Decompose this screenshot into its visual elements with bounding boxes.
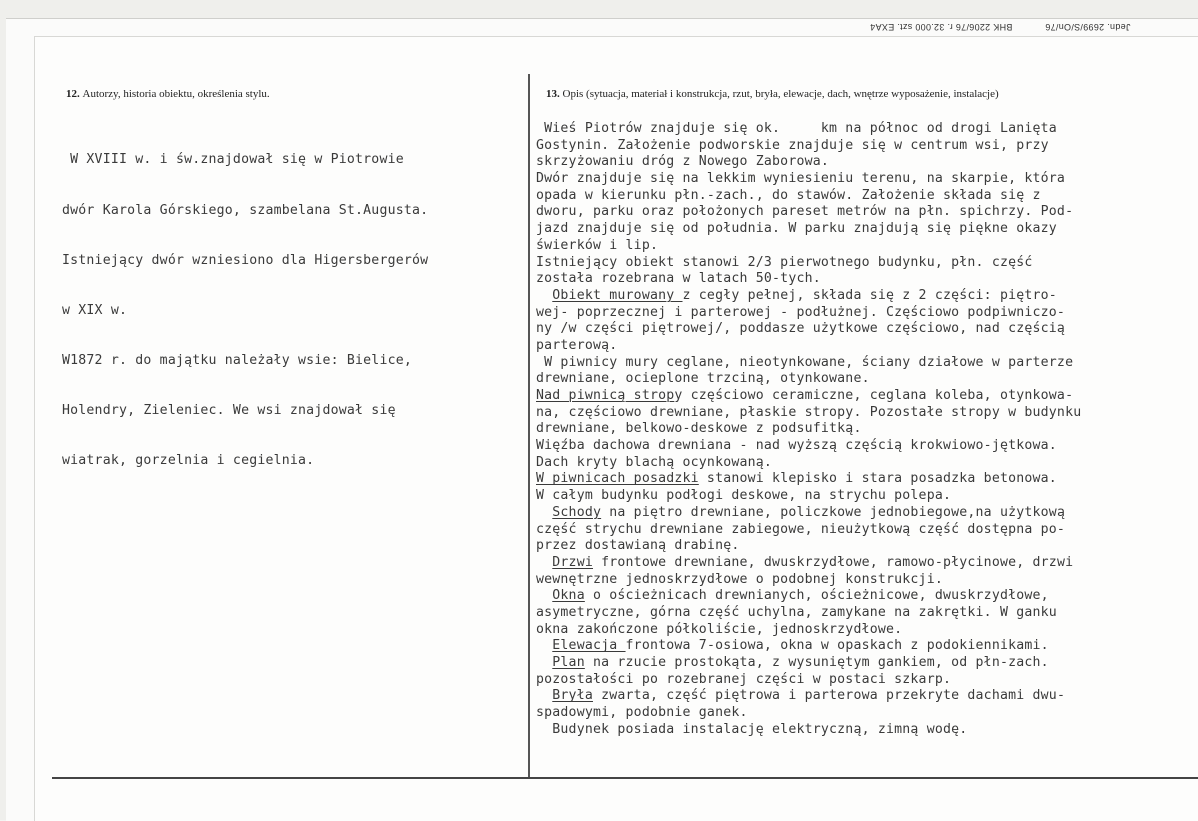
- text-line: spadowymi, podobnie ganek.: [536, 705, 748, 721]
- text-line: W1872 r. do majątku należały wsie: Bielice,: [62, 352, 413, 368]
- text-line: wiatrak, gorzelnia i cegielnia.: [62, 452, 315, 468]
- underlined-keyword: Schody: [552, 504, 602, 520]
- text-line: [536, 505, 1081, 522]
- text-line: część strychu drewniane zabiegowe, nieużytkową część dostępna po-: [536, 521, 1066, 537]
- text-line: została rozebrana w latach 50-tych.: [536, 271, 821, 287]
- text-fragment: o ościeżnicach drewnianych, ościeżnicowe, dwuskrzydłowe,: [584, 588, 1049, 604]
- text-fragment: [536, 288, 552, 303]
- text-line: dwór Karola Górskiego, szambelana St.Augusta.: [62, 202, 429, 218]
- text-line: Holendry, Zieleniec. We wsi znajdował się: [62, 402, 396, 418]
- text-fragment: z cegły pełnej, składa się z 2 części: piętro-: [682, 287, 1057, 303]
- text-line: [536, 588, 1081, 605]
- text-line: wej- poprzecznej i parterowej - podłużnej. Częściowo podpiwniczo-: [536, 304, 1066, 320]
- text-line: drewniane, belkowo-deskowe z podsufitką.: [536, 421, 862, 437]
- text-line: pozostałości po rozebranej części w postaci szkarp.: [536, 671, 952, 687]
- text-fragment: y częściowo ceramiczne, ceglana koleba, otynkowa-: [674, 388, 1074, 403]
- text-line: Istniejący dwór wzniesiono dla Higersbergerów: [62, 252, 429, 268]
- text-line: [536, 388, 1081, 405]
- text-line: Więźba dachowa drewniana - nad wyższą częścią krokwiowo-jętkowa.: [536, 438, 1057, 454]
- text-fragment: na piętro drewniane, policzkowe jednobiegowe,na użytkową: [601, 504, 1066, 520]
- column-divider: [528, 74, 530, 777]
- text-fragment: zwarta, część piętrowa i parterowa przekryte dachami dwu-: [592, 688, 1066, 704]
- text-line: parterową.: [536, 337, 618, 353]
- text-fragment: [536, 638, 552, 653]
- section-12-heading: [66, 88, 270, 100]
- form-id: Jedn. 2699/S/On/76: [1045, 22, 1131, 32]
- text-fragment: frontowa 7-osiowa, okna w opaskach z podokiennikami.: [625, 638, 1049, 654]
- text-line: Istniejący obiekt stanowi 2/3 pierwotnego budynku, płn. część: [536, 254, 1033, 270]
- text-line: drewniane, ocieplone trzciną, otynkowane.: [536, 371, 870, 387]
- underlined-keyword: Nad piwnicą strop: [536, 388, 675, 403]
- section-12-number: 12.: [66, 88, 80, 100]
- text-line: Gostynin. Założenie podworskie znajduje się w centrum wsi, przy: [536, 137, 1049, 153]
- text-line: W piwnicy mury ceglane, nieotynkowane, ściany działowe w parterze: [536, 354, 1074, 370]
- text-line: W XVIII w. i św.znajdował się w Piotrowie: [62, 152, 404, 168]
- section-13-title: Opis (sytuacja, materiał i konstrukcja, rzut, bryła, elewacje, dach, wnętrze wyposażenie, instalacje): [562, 88, 999, 100]
- text-line: [536, 688, 1081, 705]
- text-fragment: [536, 555, 552, 570]
- text-fragment: [536, 688, 552, 703]
- text-fragment: frontowe drewniane, dwuskrzydłowe, ramowo-płycinowe, drzwi: [592, 554, 1074, 570]
- text-fragment: stanowi klepisko i stara posadzka betonowa.: [698, 471, 1057, 487]
- text-line: na, częściowo drewniane, płaskie stropy. Pozostałe stropy w budynku: [536, 404, 1082, 420]
- text-line: asymetryczne, górna część uchylna, zamykane na zakrętki. W ganku: [536, 604, 1057, 620]
- text-line: W całym budynku podłogi deskowe, na strychu polepa.: [536, 488, 952, 504]
- bottom-rule: [52, 777, 1198, 779]
- text-line: [536, 555, 1081, 572]
- text-line: jazd znajduje się od południa. W parku znajdują się piękne okazy: [536, 221, 1057, 237]
- underlined-keyword: Bryła: [552, 688, 593, 704]
- text-line: skrzyżowaniu dróg z Nowego Zaborowa.: [536, 154, 830, 170]
- text-line: Dach kryty blachą ocynkowaną.: [536, 454, 773, 470]
- section-13-heading: [546, 88, 999, 100]
- section-13-text: [536, 121, 1081, 738]
- print-info: BHK 2206/76 r. 32.000 szt. EXA4: [870, 22, 1013, 32]
- text-line: Dwór znajduje się na lekkim wyniesieniu terenu, na skarpie, która: [536, 171, 1066, 187]
- text-line: wewnętrzne jednoskrzydłowe o podobnej konstrukcji.: [536, 571, 943, 587]
- text-line: [536, 288, 1081, 305]
- text-line: [536, 655, 1081, 672]
- underlined-keyword: Drzwi: [552, 554, 593, 570]
- text-fragment: [536, 505, 552, 520]
- text-line: opada w kierunku płn.-zach., do stawów. Założenie składa się z: [536, 187, 1041, 203]
- underlined-keyword: W piwnicach posadzki: [536, 471, 699, 487]
- text-line: przez dostawianą drabinę.: [536, 538, 740, 554]
- underlined-keyword: Elewacja: [552, 638, 626, 654]
- section-12-title: Autorzy, historia obiektu, określenia stylu.: [82, 88, 270, 100]
- text-fragment: [536, 588, 552, 603]
- text-line: Wieś Piotrów znajduje się ok. km na północ od drogi Lanięta: [536, 121, 1057, 136]
- text-line: dworu, parku oraz położonych pareset metrów na płn. spichrzy. Pod-: [536, 204, 1074, 220]
- text-line: Budynek posiada instalację elektryczną, zimną wodę.: [536, 721, 968, 737]
- underlined-keyword: Obiekt murowany: [552, 287, 683, 303]
- text-line: ny /w części piętrowej/, poddasze użytkowe częściowo, nad częścią: [536, 321, 1066, 337]
- text-line: w XIX w.: [62, 302, 128, 318]
- text-line: świerków i lip.: [536, 237, 659, 253]
- text-fragment: na rzucie prostokąta, z wysuniętym gankiem, od płn-zach.: [584, 655, 1049, 670]
- section-12-text: [62, 119, 428, 486]
- section-13-number: 13.: [546, 88, 560, 100]
- underlined-keyword: Plan: [552, 655, 585, 670]
- text-line: [536, 471, 1081, 488]
- text-line: [536, 638, 1081, 655]
- underlined-keyword: Okna: [552, 588, 585, 604]
- text-fragment: [536, 655, 552, 670]
- text-line: okna zakończone półkoliście, jednoskrzydłowe.: [536, 621, 903, 637]
